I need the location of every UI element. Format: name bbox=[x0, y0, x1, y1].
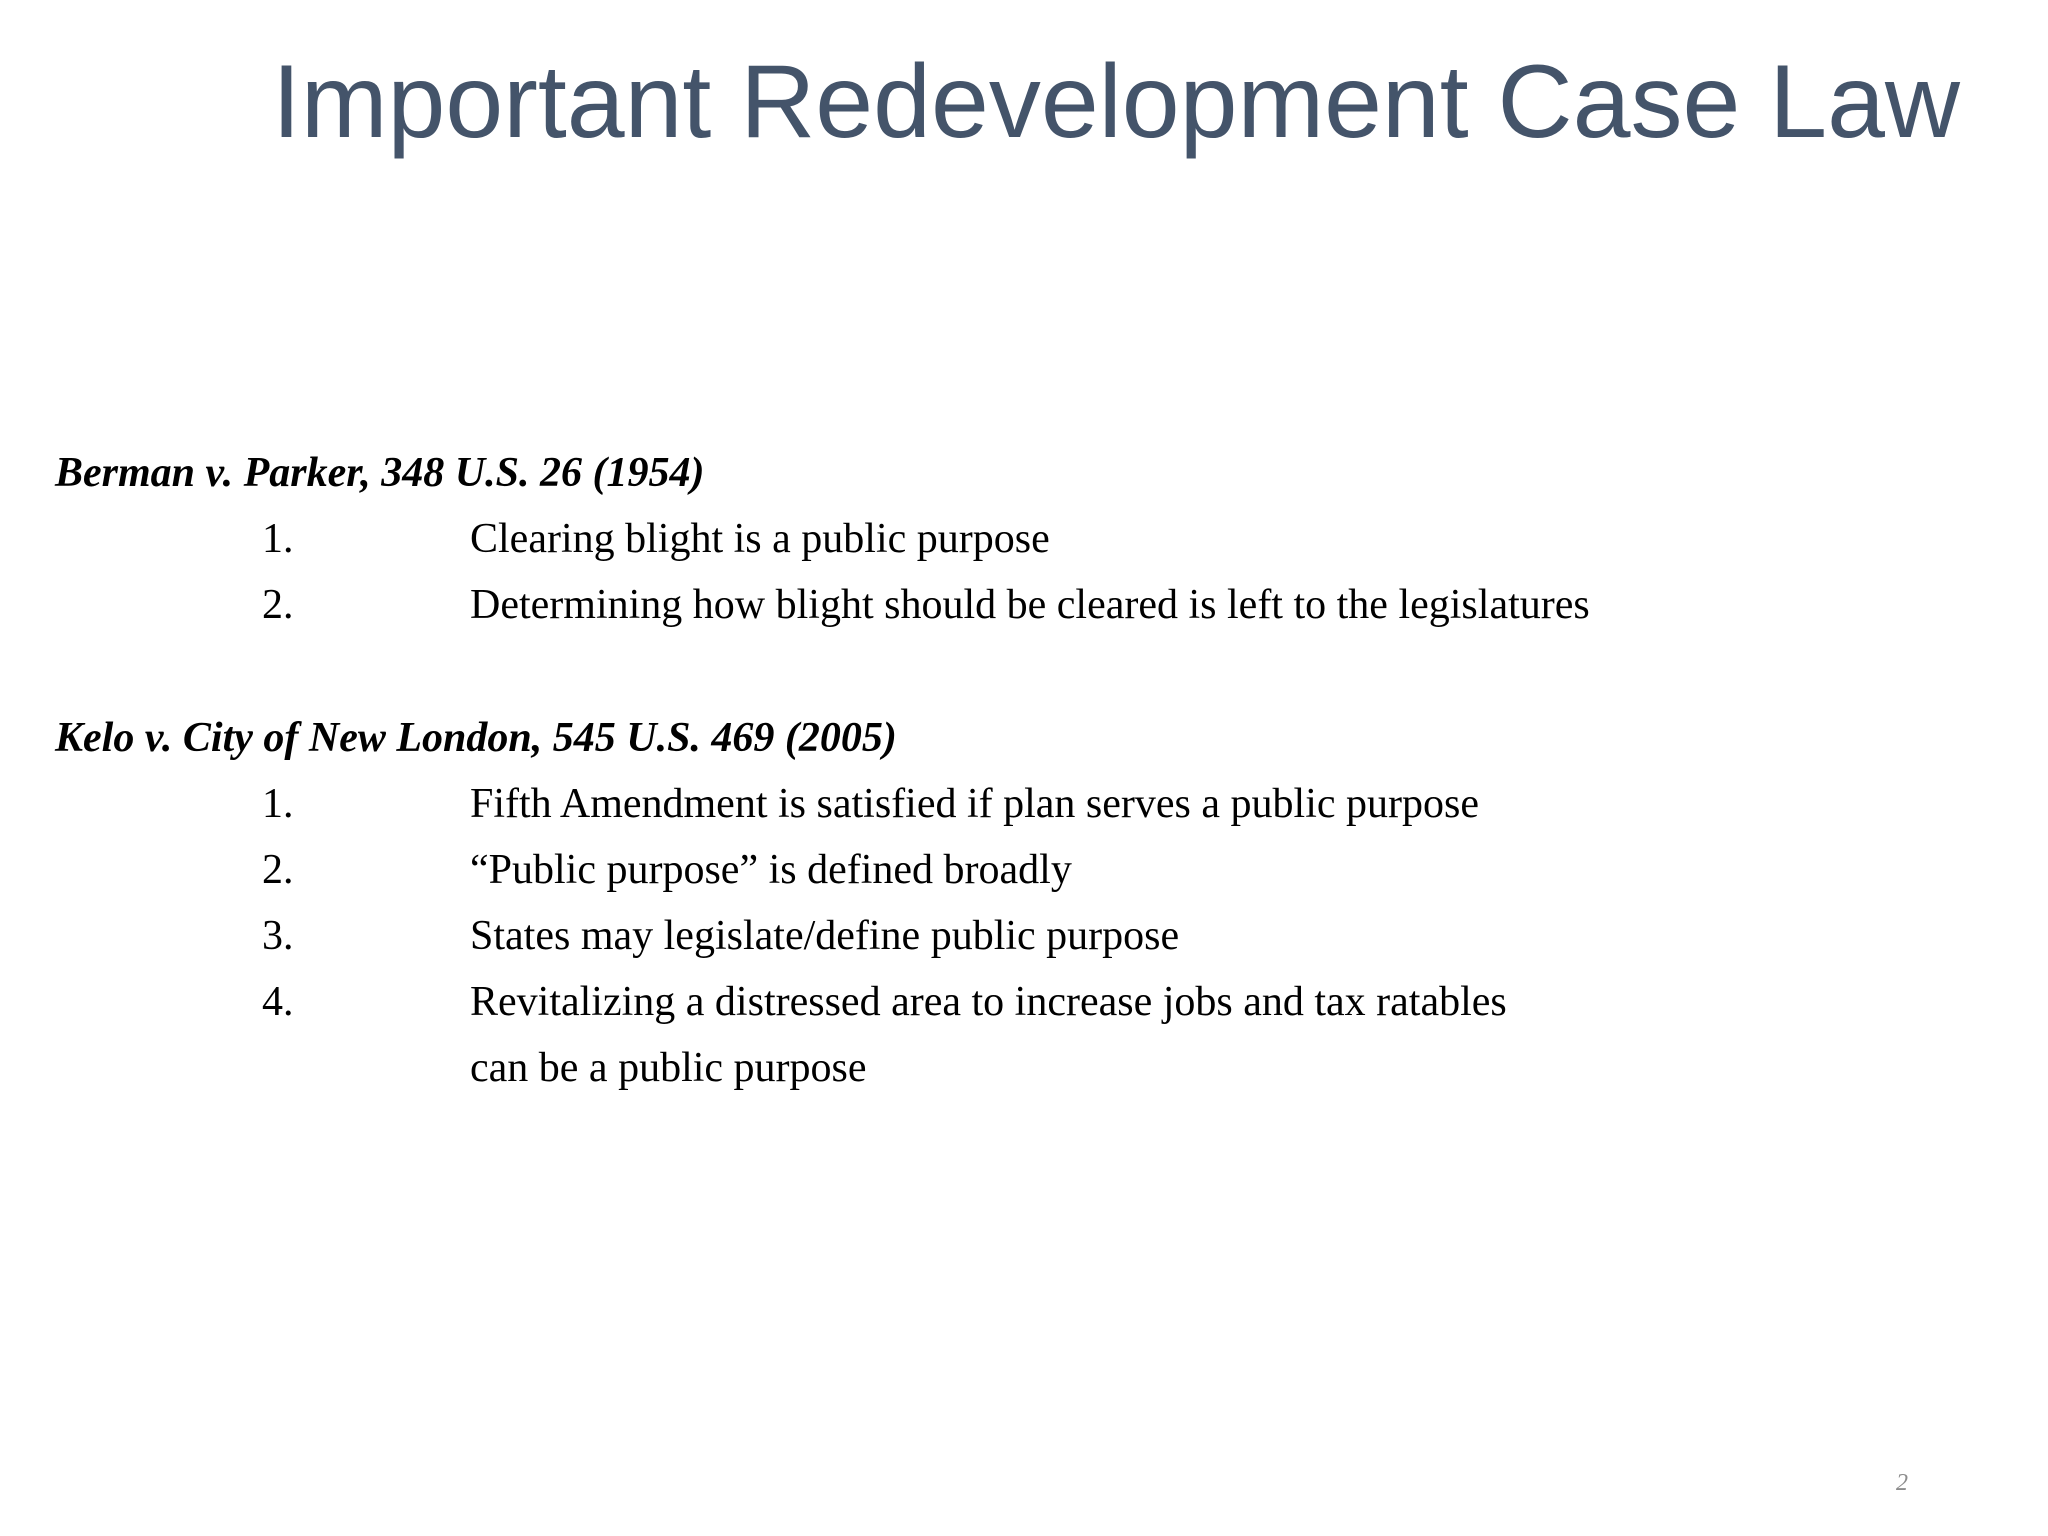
list-item-text: Fifth Amendment is satisfied if plan serves a public purpose bbox=[470, 781, 1479, 827]
list-item bbox=[0, 903, 2048, 969]
list-item bbox=[0, 969, 2048, 1035]
list-item-text: States may legislate/define public purpose bbox=[470, 913, 1180, 959]
slide-title: Important Redevelopment Case Law bbox=[272, 44, 1961, 160]
list-item-text: Determining how blight should be cleared is left to the legislatures bbox=[470, 582, 1590, 628]
list-item bbox=[0, 771, 2048, 837]
list-item-continuation bbox=[0, 1035, 2048, 1101]
list-item-text: “Public purpose” is defined broadly bbox=[470, 847, 1072, 893]
list-item-number: 1. bbox=[262, 781, 294, 827]
case-heading-kelo: Kelo v. City of New London, 545 U.S. 469 (2005) bbox=[55, 715, 897, 761]
list-item bbox=[0, 837, 2048, 903]
list-item-number: 2. bbox=[262, 582, 294, 628]
page-number: 2 bbox=[1896, 1470, 1908, 1496]
list-item-number: 4. bbox=[262, 979, 294, 1025]
list-item-text: Clearing blight is a public purpose bbox=[470, 516, 1050, 562]
list-item-number: 1. bbox=[262, 516, 294, 562]
list-item bbox=[0, 506, 2048, 572]
list-item-number: 2. bbox=[262, 847, 294, 893]
list-item-text: Revitalizing a distressed area to increase jobs and tax ratables bbox=[470, 979, 1507, 1025]
list-item-text: can be a public purpose bbox=[470, 1045, 867, 1091]
case-heading-berman: Berman v. Parker, 348 U.S. 26 (1954) bbox=[55, 450, 705, 496]
list-item-number: 3. bbox=[262, 913, 294, 959]
list-item bbox=[0, 572, 2048, 638]
